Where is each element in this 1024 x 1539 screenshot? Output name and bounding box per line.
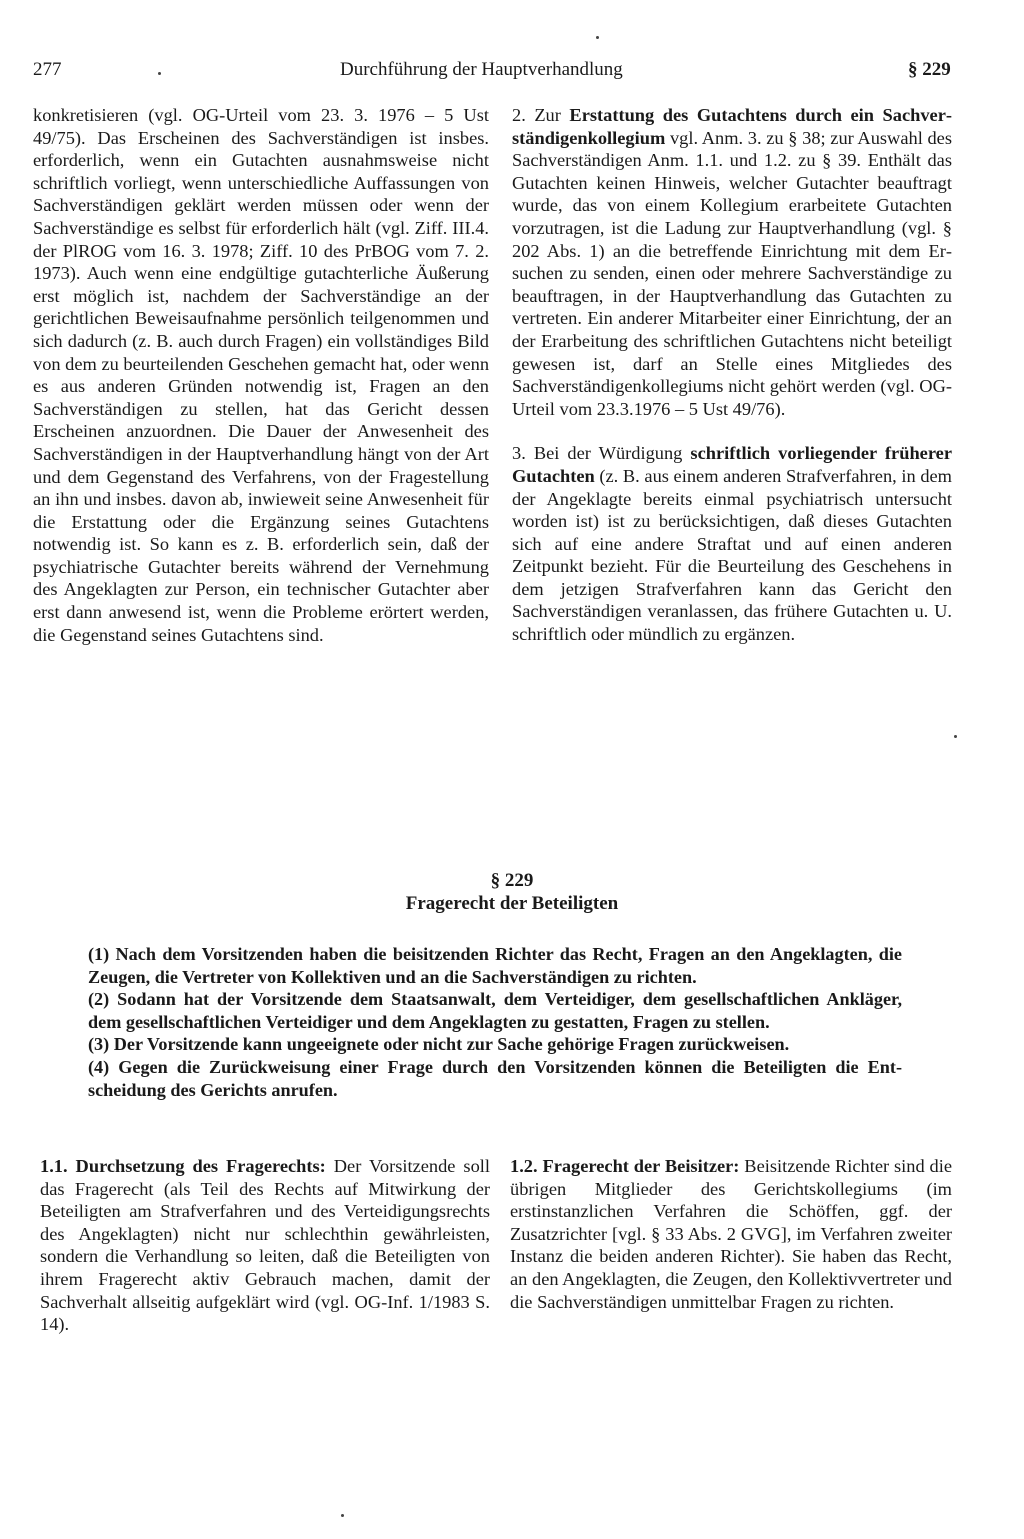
bottom-left-column <box>40 1155 490 1336</box>
note-1-2-heading: 1.2. Fragerecht der Beisitzer: <box>510 1156 740 1176</box>
note-1-2 <box>510 1155 952 1313</box>
page-number: 277 <box>33 59 62 80</box>
scan-speck <box>341 1514 344 1517</box>
bottom-right-column <box>510 1155 952 1313</box>
note-3-lead: 3. Bei der Würdigung <box>512 443 691 464</box>
note-2-heading: Erstattung des Gutachtens durch ein Sachverständigenkollegium <box>512 105 952 148</box>
header-section: § 229 <box>908 59 951 80</box>
statute-text <box>88 943 902 1101</box>
section-title: Fragerecht der Beteiligten <box>405 893 619 914</box>
scan-speck <box>596 36 599 39</box>
left-column <box>33 104 489 646</box>
note-2 <box>512 104 952 420</box>
note-1-1 <box>40 1155 490 1336</box>
note-2-lead: 2. Zur <box>512 105 570 125</box>
note-3 <box>512 442 952 645</box>
note-1-1-heading: 1.1. Durchsetzung des Fragerechts: <box>40 1156 326 1176</box>
note-1-2-text: Beisitzende Richter sind die übrigen Mitglieder des Gerichtskollegiums (im erstinstanzlichen Verfahren die Schöffen, ggf. der Zusatzrichter [vgl. § 33 Abs. 2 GVG], im Verfahren zweiter Instanz die beiden anderen Richter). Sie haben das Recht, an den Angeklagten, die Zeugen, den Kollektivvertreter und die Sachverständigen unmittelbar Fragen zu richten. <box>510 1156 952 1312</box>
note-3-text: (z. B. aus einem anderen Strafverfahren, in dem der Angeklagte bereits einmal psychiatrisch untersucht worden ist) ist zu berücksichtigen, daß dieses Gutachten sich auf eine andere Straftat und auf einen anderen Zeitpunkt bezieht. Für die Beurteilung des Geschehens in dem jetzigen Strafverfahren kann das Gericht den Sachverständigen veranlassen, das frühere Gutachten u. U. schriftlich oder mündlich zu ergänzen. <box>512 465 952 645</box>
note-2-text: vgl. Anm. 3. zu § 38; zur Auswahl des Sachverständigen Anm. 1.1. und 1.2. zu § 39. Enthält das Gutachten keinen Hinweis, welcher Gutachter beauftragt wurde, das von einem Kollegium erarbeitete Gutachten vorzutragen, ist die Ladung zur Hauptverhandlung (vgl. § 202 Abs. 1) an die betreffende Einrichtung mit dem Ersuchen zu senden, einen oder mehrere Sachverständige zu beauftragen, in der Hauptverhandlung das Gutachten zu vertreten. Ein anderer Mitarbeiter einer Einrichtung, der an der Erarbeitung des schriftlichen Gutachtens nicht beteiligt gewesen ist, darf an Stelle eines Mitgliedes des Sachverständigenkollegiums nicht gehört werden (vgl. OG-Urteil vom 23.3.1976 – 5 Ust 49/76). <box>512 127 952 419</box>
statute-paragraph-1: (1) Nach dem Vorsitzenden haben die beisitzenden Richter das Recht, Fragen an den Angeklagten, die Zeugen, die Vertreter von Kollektiven und an die Sachverständigen zu richten. <box>88 944 902 987</box>
statute-paragraph-3: (3) Der Vorsitzende kann ungeeignete oder nicht zur Sache gehörige Fragen zurückweisen. <box>88 1034 790 1055</box>
statute-paragraph-4: (4) Gegen die Zurückweisung einer Frage durch den Vorsitzenden können die Beteiligten die Entscheidung des Gerichts anrufen. <box>88 1056 902 1100</box>
section-number: § 229 <box>490 870 534 891</box>
statute-paragraph-2: (2) Sodann hat der Vorsitzende dem Staatsanwalt, dem Verteidiger, dem gesellschaftlichen Ankläger, dem gesellschaftlichen Verteidiger und dem Angeklagten zu gestatten, Fragen zu stellen. <box>88 989 902 1032</box>
note-3-heading: schriftlich vorliegender früherer Gutachten <box>512 443 952 486</box>
scan-speck <box>158 72 161 75</box>
note-1-1-text: Der Vorsitzende soll das Fragerecht (als Teil des Rechts auf Mitwirkung der Beteiligten am Strafverfahren und des Verteidigungsrechts des Angeklagten) nicht nur schlechthin gewährleisten, sondern die Verhandlung so leiten, daß die Beteiligten von ihrem Fragerecht aktiv Gebrauch machen, damit der Sachverhalt allseitig aufgeklärt wird (vgl. OG-Inf. 1/1983 S. 14). <box>40 1156 490 1335</box>
scan-speck <box>954 735 957 738</box>
right-column <box>512 104 952 646</box>
left-paragraph: konkretisieren (vgl. OG-Urteil vom 23. 3. 1976 – 5 Ust 49/75). Das Erscheinen des Sachverständigen ist insbes. erforderlich, wenn ein Gutachten ausnahmsweise nicht schriftlich vorliegt, wenn unterschiedliche Auffassungen von Sachverständigen geklärt werden müssen oder wenn der Sachverständige es selbst für erforderlich hält (vgl. Ziff. III.4. der PlROG vom 16. 3. 1978; Ziff. 10 des PrBOG vom 7. 2. 1973). Auch wenn eine endgültige gutachterliche Äußerung erst möglich ist, nachdem der Sachverständige an der gerichtlichen Beweisaufnahme persönlich teilgenommen und sich dadurch (z. B. auch durch Fragen) ein vollständiges Bild von dem zu beurteilenden Geschehen gemacht hat, oder wenn es aus anderen Gründen notwendig ist, Fragen an den Sachverständigen zu stellen, hat das Gericht dessen Erscheinen anzuordnen. Die Dauer der Anwesenheit des Sachverständigen in der Hauptverhandlung hängt von der Art und dem Gegenstand des Verfahrens, von der Fragestellung an ihn und insbes. davon ab, inwieweit seine Anwesenheit für die Erstattung oder die Ergänzung seines Gutachtens notwendig ist. So kann es z. B. erforderlich sein, daß der psychiatrische Gutachter bereits während der Vernehmung des Angeklagten zur Person, ein technischer Gutachter aber erst dann anwesend ist, wenn die Probleme erörtert werden, die Gegenstand seines Gutachtens sind. <box>33 105 490 645</box>
running-title: Durchführung der Hauptverhandlung <box>340 59 623 80</box>
